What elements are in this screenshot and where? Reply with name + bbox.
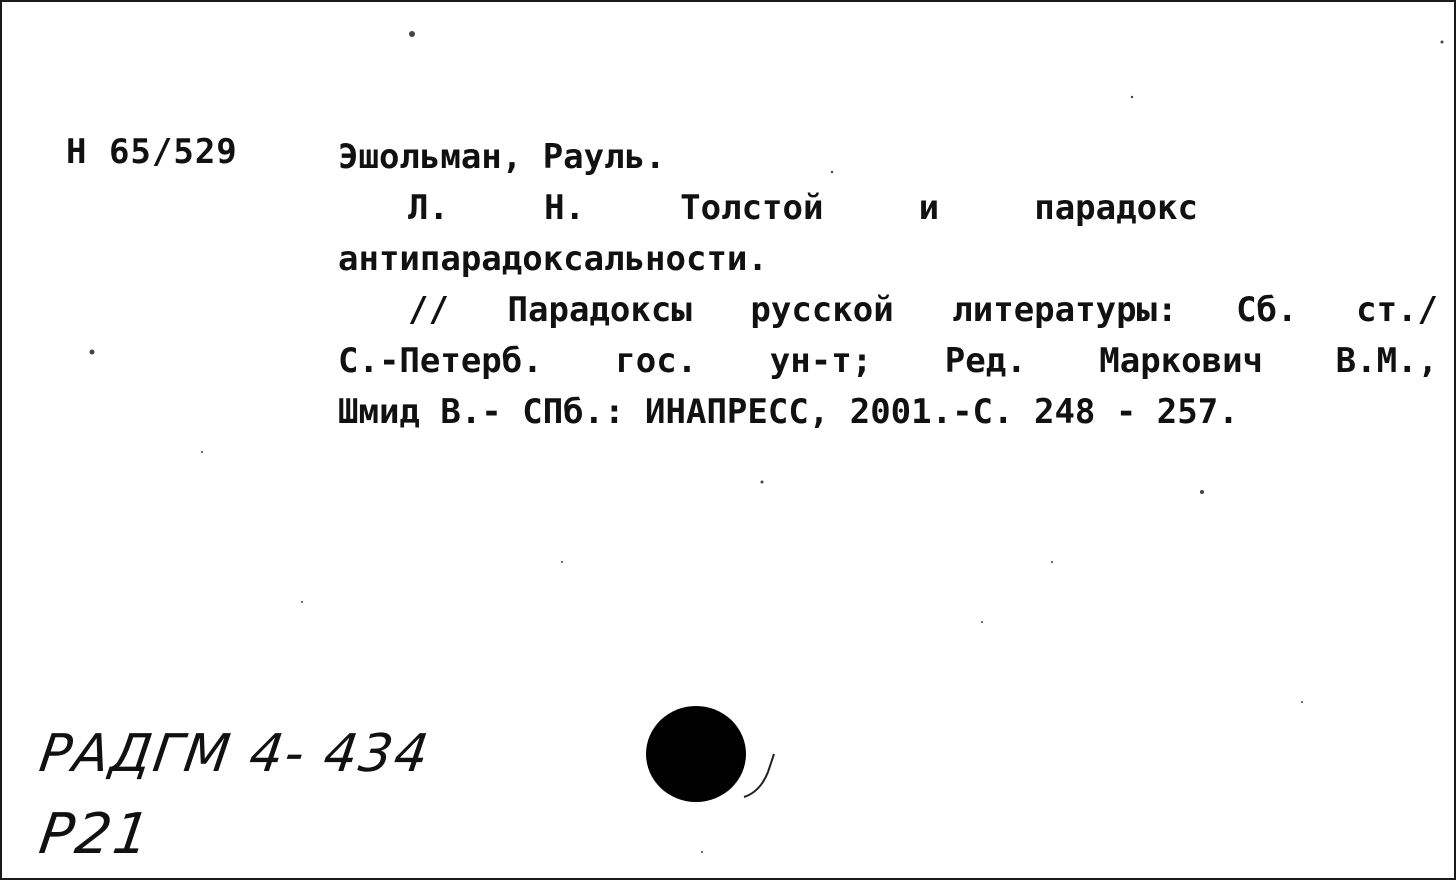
bibliographic-entry [338,132,1438,438]
entry-title-line-2: антипарадоксальности. [338,239,768,279]
handwritten-code-1: РАДГМ 4- 434 [35,724,434,784]
entry-author: Эшольман, Рауль. [338,137,666,177]
shelfmark: Н 65/529 [66,132,238,172]
entry-source-line-2: С.-Петерб. гос. ун-т; Ред. Маркович В.М., [338,341,1438,381]
handwritten-code-2: Р21 [35,802,156,867]
entry-source-line-1: // Парадоксы русской литературы: Сб. ст./ [408,290,1438,330]
punch-hole [646,706,746,802]
entry-title-line-1: Л. Н. Толстой и парадокс [408,188,1198,228]
entry-source-line-3: Шмид В.- СПб.: ИНАПРЕСС, 2001.-С. 248 - 257. [338,392,1239,432]
